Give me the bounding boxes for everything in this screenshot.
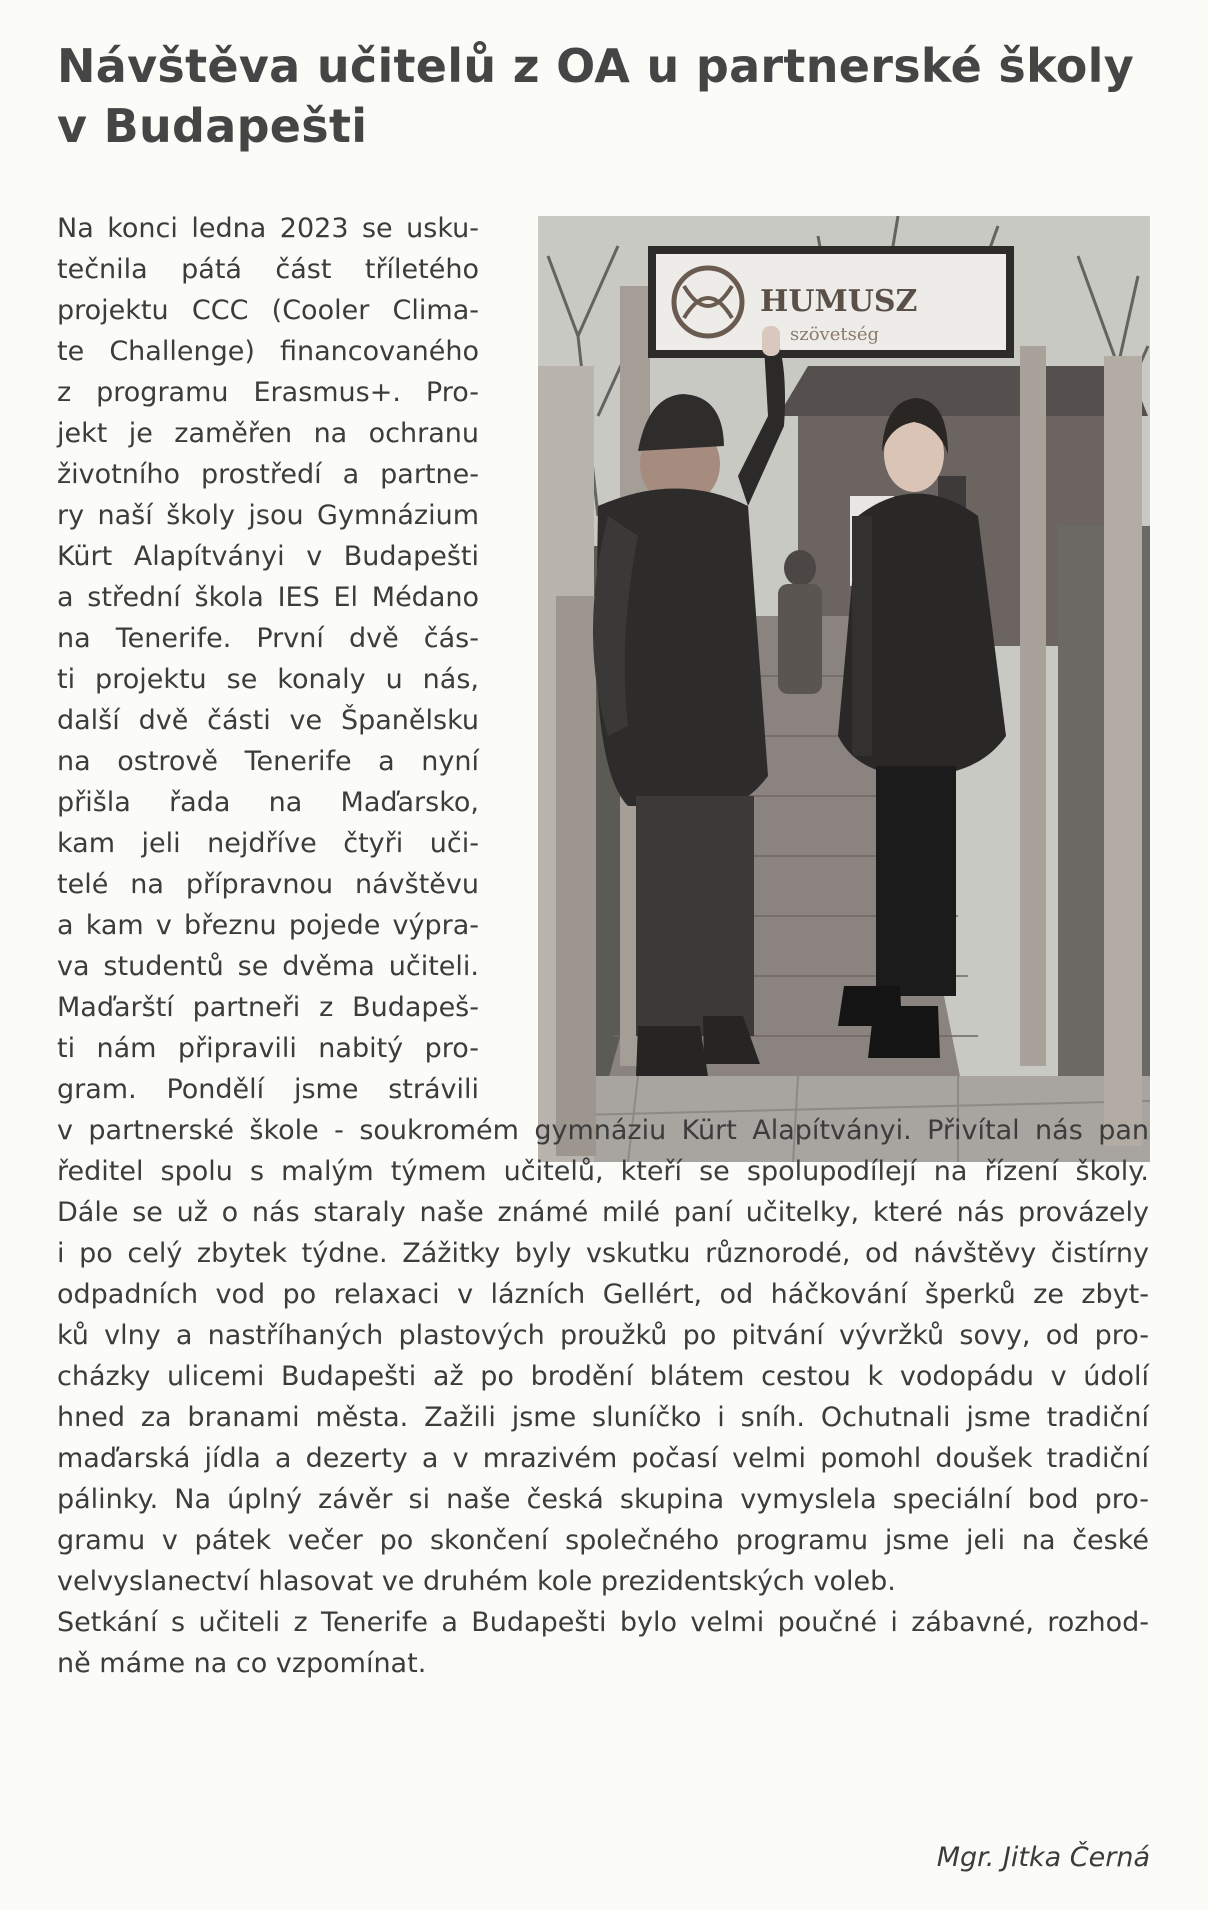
body-line: z programu Erasmus+. Pro- bbox=[57, 377, 479, 408]
body-line: Setkání s učiteli z Tenerife a Budapešti bylo velmi poučné i zábavné, rozhod- bbox=[57, 1607, 1149, 1638]
body-line: tečnila pátá část tříletého bbox=[57, 254, 479, 285]
body-line: ry naší školy jsou Gymnázium bbox=[57, 500, 479, 531]
title-line-1: Návštěva učitelů z OA u partnerské školy bbox=[57, 39, 1134, 93]
body-line: i po celý zbytek týdne. Zážitky byly vskutku různorodé, od návštěvy čistírny bbox=[57, 1238, 1149, 1269]
body-line: Dále se už o nás staraly naše známé milé paní učitelky, které nás provázely bbox=[57, 1197, 1149, 1228]
article-photo bbox=[538, 216, 1150, 1162]
sign-subtitle: szövetség bbox=[790, 324, 880, 345]
body-line: Na konci ledna 2023 se usku- bbox=[57, 213, 479, 244]
body-line: přišla řada na Maďarsko, bbox=[57, 787, 479, 818]
body-line: gramu v pátek večer po skončení společného programu jsme jeli na české bbox=[57, 1525, 1149, 1556]
body-line: ti nám připravili nabitý pro- bbox=[57, 1033, 479, 1064]
body-line: na ostrově Tenerife a nyní bbox=[57, 746, 479, 777]
body-line: odpadních vod po relaxaci v lázních Gellért, od háčkování šperků ze zbyt- bbox=[57, 1279, 1149, 1310]
body-line: te Challenge) financovaného bbox=[57, 336, 479, 367]
body-line: ků vlny a nastříhaných plastových proužků po pitvání vývržků sovy, od pro- bbox=[57, 1320, 1149, 1351]
body-line: Maďarští partneři z Budapeš- bbox=[57, 992, 479, 1023]
body-line: Kürt Alapítványi v Budapešti bbox=[57, 541, 479, 572]
body-line: gram. Pondělí jsme strávili bbox=[57, 1074, 479, 1105]
body-line: va studentů se dvěma učiteli. bbox=[57, 951, 479, 982]
body-line: hned za branami města. Zažili jsme sluníčko i sníh. Ochutnali jsme tradiční bbox=[57, 1402, 1149, 1433]
body-line: a střední škola IES El Médano bbox=[57, 582, 479, 613]
body-line: kam jeli nejdříve čtyři uči- bbox=[57, 828, 479, 859]
body-line: telé na přípravnou návštěvu bbox=[57, 869, 479, 900]
body-line: další dvě části ve Španělsku bbox=[57, 705, 479, 736]
article-title bbox=[57, 36, 1157, 156]
title-line-2: v Budapešti bbox=[57, 99, 368, 153]
body-line: pálinky. Na úplný závěr si naše česká skupina vymyslela speciální bod pro- bbox=[57, 1484, 1149, 1515]
body-line: ně máme na co vzpomínat. bbox=[57, 1648, 427, 1679]
body-line: ředitel spolu s malým týmem učitelů, kteří se spolupodílejí na řízení školy. bbox=[57, 1156, 1149, 1187]
body-line: maďarská jídla a dezerty a v mrazivém počasí velmi pomohl doušek tradiční bbox=[57, 1443, 1149, 1474]
body-line: jekt je zaměřen na ochranu bbox=[57, 418, 479, 449]
author-signature: Mgr. Jitka Černá bbox=[936, 1842, 1150, 1873]
body-line: ti projektu se konaly u nás, bbox=[57, 664, 479, 695]
body-line: životního prostředí a partne- bbox=[57, 459, 479, 490]
body-line: projektu CCC (Cooler Clima- bbox=[57, 295, 479, 326]
body-line: v partnerské škole - soukromém gymnáziu Kürt Alapítványi. Přivítal nás pan bbox=[57, 1115, 1149, 1146]
body-line: na Tenerife. První dvě čás- bbox=[57, 623, 479, 654]
sign-title: HUMUSZ bbox=[760, 284, 918, 319]
body-line: cházky ulicemi Budapešti až po brodění blátem cestou k vodopádu v údolí bbox=[57, 1361, 1149, 1392]
body-line: a kam v březnu pojede výpra- bbox=[57, 910, 479, 941]
body-line: velvyslanectví hlasovat ve druhém kole prezidentských voleb. bbox=[57, 1566, 896, 1597]
